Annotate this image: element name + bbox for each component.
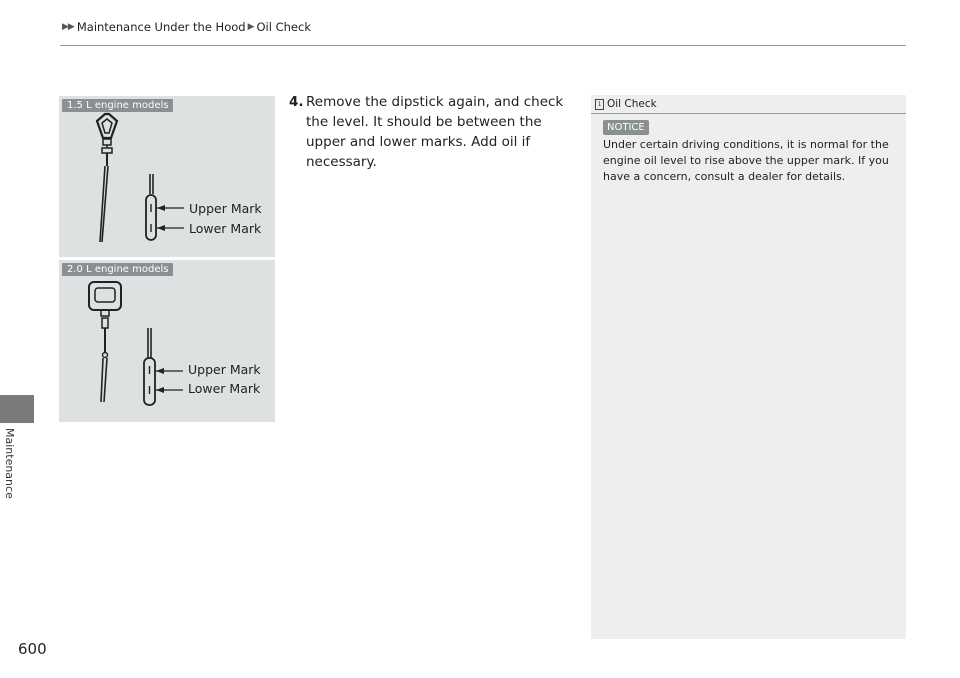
- dipstick-2-0l-illustration: [59, 260, 275, 422]
- page-number: 600: [18, 640, 47, 658]
- dipstick-figure-2-0l: [59, 260, 275, 422]
- breadcrumb-item-section[interactable]: Maintenance Under the Hood: [76, 20, 246, 34]
- header-divider: [60, 45, 906, 46]
- breadcrumb-arrow-icon: ▶: [247, 22, 255, 32]
- engine-model-tag: 2.0 L engine models: [62, 263, 173, 276]
- breadcrumb: [62, 20, 311, 34]
- upper-mark-label: Upper Mark: [188, 362, 261, 377]
- step-number: 4.: [289, 94, 304, 110]
- side-note-divider: [591, 113, 906, 114]
- side-note-body: Under certain driving conditions, it is normal for the engine oil level to rise above the upper mark. If you have a concern, consult a dealer for details.: [603, 138, 889, 183]
- side-note-panel: [591, 95, 906, 639]
- dipstick-figure-1-5l: [59, 96, 275, 257]
- lower-mark-label: Lower Mark: [189, 221, 262, 236]
- engine-model-tag: 1.5 L engine models: [62, 99, 173, 112]
- section-tab-marker: [0, 395, 34, 423]
- notice-badge: NOTICE: [603, 120, 649, 135]
- lower-mark-label: Lower Mark: [188, 381, 261, 396]
- side-note-header: [595, 98, 657, 110]
- breadcrumb-arrow-icon: ▶▶: [62, 22, 74, 32]
- upper-mark-label: Upper Mark: [189, 201, 262, 216]
- side-note-title: Oil Check: [607, 98, 657, 110]
- breadcrumb-item-page[interactable]: Oil Check: [256, 20, 311, 34]
- procedure-step: [289, 92, 574, 172]
- section-side-label: Maintenance: [3, 428, 16, 499]
- step-instruction: Remove the dipstick again, and check the level. It should be between the upper and lower marks. Add oil if necessary.: [306, 94, 564, 170]
- note-reference-icon: 1: [595, 99, 604, 110]
